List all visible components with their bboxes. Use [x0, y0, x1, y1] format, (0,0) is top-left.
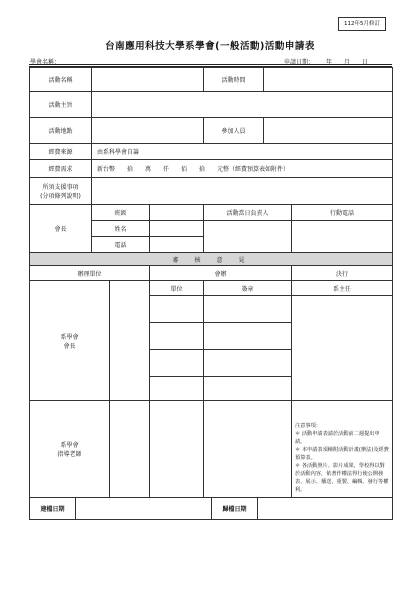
- activity-name-label: 活動名稱: [30, 68, 92, 92]
- funding-source-value: 由系科學會自籌: [92, 144, 393, 160]
- notes-item-2: ＊ 本申請表須檢附活動計畫(辦法)及經費預算表。: [295, 447, 389, 461]
- dept-name-label: 學會名稱：: [30, 59, 61, 66]
- signature-field-3[interactable]: [204, 350, 292, 377]
- signature-field-4[interactable]: [204, 377, 292, 401]
- notes-item-3: ＊ 各活動照片、影片成果，學校得以對於活動內容，依著作權法得行使公開發表、展示、播送、重製、編輯、發行等權利。: [295, 463, 389, 493]
- archive-table: [29, 497, 393, 520]
- apply-date-month: 月: [343, 59, 350, 66]
- application-form-table: [29, 67, 393, 498]
- signature-field-5[interactable]: [204, 401, 292, 498]
- funding-need-value: 新台幣 拾 萬 仟 佰 拾 元整（經費預算表如附件）: [92, 160, 393, 178]
- signature-header: 簽章: [204, 281, 292, 296]
- apply-date-year: 年: [325, 59, 332, 66]
- unit-field-3[interactable]: [150, 350, 204, 377]
- revision-note: 112年5月修訂: [338, 17, 386, 31]
- apply-date-day: 日: [361, 59, 368, 66]
- unit-field-2[interactable]: [150, 323, 204, 350]
- unit-field-1[interactable]: [150, 296, 204, 323]
- activity-location-field[interactable]: [92, 118, 204, 144]
- file-date-field[interactable]: [258, 498, 393, 520]
- unit-field-5[interactable]: [150, 401, 204, 498]
- handling-unit-header: 辦理單位: [30, 266, 150, 281]
- advisor-sign-field[interactable]: [110, 401, 150, 498]
- participants-label: 參加人員: [204, 118, 264, 144]
- build-date-label: 建檔日期: [30, 498, 76, 520]
- activity-location-label: 活動地點: [30, 118, 92, 144]
- day-contact-field[interactable]: [204, 221, 292, 253]
- name-label: 姓名: [92, 221, 150, 237]
- class-field[interactable]: [150, 205, 204, 221]
- funding-need-label: 經費需求: [30, 160, 92, 178]
- dept-head-field[interactable]: [292, 296, 393, 401]
- assoc-president-sign-field[interactable]: [110, 281, 150, 401]
- funding-source-label: 經費來源: [30, 144, 92, 160]
- day-contact-label: 活動當日負責人: [204, 205, 292, 221]
- class-label: 班級: [92, 205, 150, 221]
- review-section-title: 審 核 意 見: [30, 253, 393, 266]
- activity-theme-field[interactable]: [92, 92, 393, 118]
- signature-field-2[interactable]: [204, 323, 292, 350]
- dept-head-header: 系主任: [292, 281, 393, 296]
- mobile-field[interactable]: [292, 221, 393, 253]
- participants-field[interactable]: [264, 118, 393, 144]
- notes-heading: 注意事項：: [295, 423, 321, 429]
- support-items-field[interactable]: [92, 178, 393, 205]
- activity-theme-label: 活動主旨: [30, 92, 92, 118]
- support-items-label: 所須支援事項 (分項條列說明): [30, 178, 92, 205]
- form-title: 台南應用科技大學系學會(一般活動)活動申請表: [105, 41, 315, 52]
- apply-date-label: 申請日期：: [284, 59, 315, 66]
- build-date-field[interactable]: [76, 498, 212, 520]
- phone-field[interactable]: [150, 237, 204, 253]
- mobile-label: 行動電話: [292, 205, 393, 221]
- name-field[interactable]: [150, 221, 204, 237]
- phone-label: 電話: [92, 237, 150, 253]
- file-date-label: 歸檔日期: [212, 498, 258, 520]
- unit-header: 單位: [150, 281, 204, 296]
- signature-field-1[interactable]: [204, 296, 292, 323]
- activity-name-field[interactable]: [92, 68, 204, 92]
- notes-item-1: ＊ 活動申請表請於活動前二週提出申請。: [295, 431, 380, 445]
- decision-header: 決行: [292, 266, 393, 281]
- activity-time-field[interactable]: [264, 68, 393, 92]
- countersign-header: 會辦: [150, 266, 292, 281]
- unit-field-4[interactable]: [150, 377, 204, 401]
- advisor-label: 系學會 指導老師: [30, 401, 110, 498]
- activity-time-label: 活動時間: [204, 68, 264, 92]
- header-rule-1: [29, 64, 392, 65]
- notes-box: [292, 401, 393, 498]
- president-label: 會長: [30, 205, 92, 253]
- assoc-president-label: 系學會 會長: [30, 281, 110, 401]
